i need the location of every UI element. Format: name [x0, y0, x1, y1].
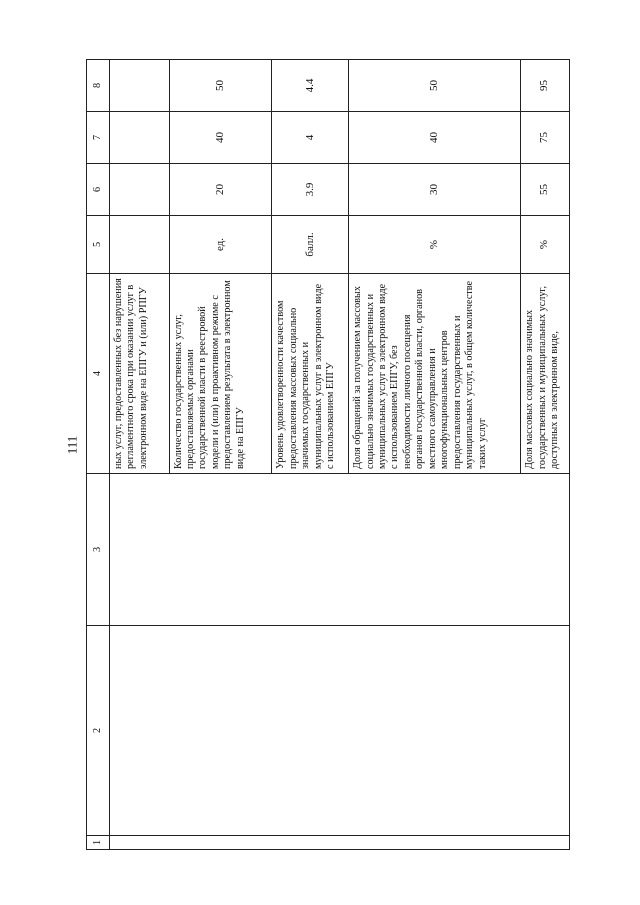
value-col-8: 4.4	[272, 60, 349, 112]
header-col-7: 7	[87, 112, 110, 164]
value-col-7: 40	[349, 112, 521, 164]
header-col-6: 6	[87, 164, 110, 216]
table-row	[110, 60, 170, 850]
header-col-3: 3	[87, 474, 110, 626]
page-number-text: 111	[63, 435, 79, 455]
value-col-7: 4	[272, 112, 349, 164]
indicator-name: Доля обращений за получением массовых социально значимых государственных и муниципальных услуг в электронном виде с использованием ЕПГУ, без необходимости личного посещения органов государственной власти, органов местного самоуправления и многофункциональных центров предоставления государственных и муниципальных услуг, в общем количестве таких услуг	[349, 274, 521, 474]
value-col-8: 50	[349, 60, 521, 112]
value-col-6: 3.9	[272, 164, 349, 216]
cell-col-1	[110, 836, 570, 850]
unit-cell: %	[349, 216, 521, 274]
indicators-table	[86, 59, 570, 850]
value-col-8: 50	[169, 60, 272, 112]
page-number	[58, 425, 86, 465]
value-col-8	[110, 60, 170, 112]
indicator-name: ных услуг, предоставленных без нарушения регламентного срока при оказании услуг в электронном виде на ЕПГУ и (или) РПГУ	[110, 274, 170, 474]
indicator-name: Доля массовых социально значимых государственных и муниципальных услуг, доступных в электронном виде,	[521, 274, 570, 474]
cell-col-2	[110, 626, 570, 836]
indicator-name: Количество государственных услуг, предоставляемых органами государственной власти в реестровой модели и (или) в проактивном режиме с предоставлением результата в электронном виде на ЕПГУ	[169, 274, 272, 474]
table-wrapper	[86, 60, 570, 850]
unit-cell	[110, 216, 170, 274]
header-col-5: 5	[87, 216, 110, 274]
indicator-name: Уровень удовлетворенности качеством предоставления массовых социально значимых государственных и муниципальных услуг в электронном виде с использованием ЕПГУ	[272, 274, 349, 474]
value-col-6: 20	[169, 164, 272, 216]
value-col-7: 40	[169, 112, 272, 164]
value-col-7	[110, 112, 170, 164]
unit-cell: %	[521, 216, 570, 274]
value-col-6: 30	[349, 164, 521, 216]
value-col-8: 95	[521, 60, 570, 112]
header-col-8: 8	[87, 60, 110, 112]
header-col-1: 1	[87, 836, 110, 850]
header-row	[87, 60, 110, 850]
unit-cell: балл.	[272, 216, 349, 274]
unit-cell: ед.	[169, 216, 272, 274]
value-col-7: 75	[521, 112, 570, 164]
value-col-6	[110, 164, 170, 216]
header-col-2: 2	[87, 626, 110, 836]
cell-col-3	[110, 474, 570, 626]
header-col-4: 4	[87, 274, 110, 474]
value-col-6: 55	[521, 164, 570, 216]
